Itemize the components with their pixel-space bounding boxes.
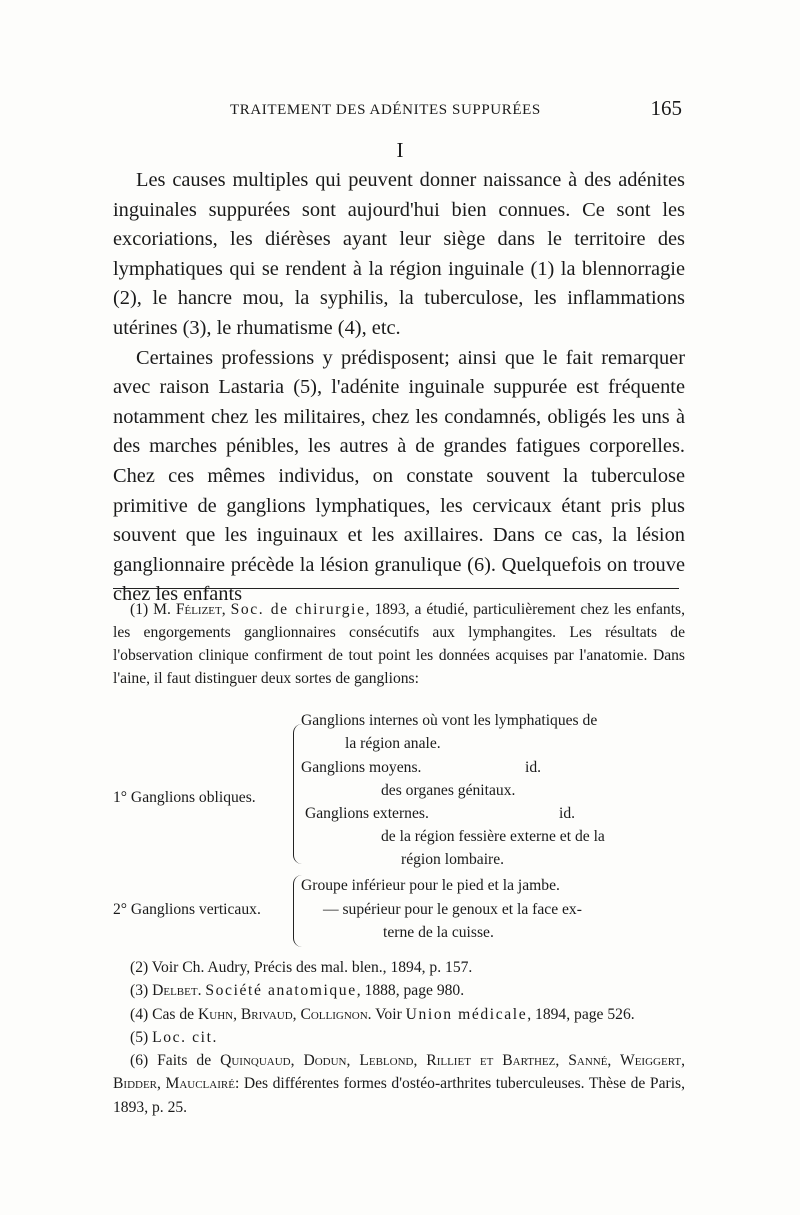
footnote-1-text: , 1893, a étudié, particulièrement chez les enfants, les engorgements ganglionnaires consécutifs aux lymphangites. Les résultats de l'observation clinique confirment de tout point les données acquises par l'anatomie. Dans l'aine, il faut distinguer deux sortes de ganglions: — [113, 601, 685, 687]
main-text — [113, 166, 685, 610]
footnote-3-author: Delbet — [152, 982, 198, 1000]
footnote-4 — [113, 1003, 685, 1026]
running-head — [112, 96, 682, 124]
obliques-row-6: région lombaire. — [401, 851, 505, 868]
footnote-6 — [113, 1049, 685, 1119]
footnote-5-text: Loc. cit. — [152, 1028, 219, 1046]
verticaux-row-2: — supérieur pour le genoux et la face ex- — [323, 901, 582, 918]
footnote-3-pre: (3) — [130, 982, 153, 1000]
footnote-6-post: : Des différentes formes d'ostéo-arthrites tuberculeuses. Thèse de Paris, 1893, p. 25. — [113, 1075, 685, 1116]
label-verticaux: 2° Ganglions verticaux. — [113, 901, 261, 918]
paragraph-2: Certaines professions y prédisposent; ainsi que le fait remarquer avec raison Lastaria (5), l'adénite inguinale suppurée est fréquente notamment chez les militaires, chez les condamnés, obligés les uns à des marches pénibles, les autres à de grandes fatigues corporelles. Chez ces mêmes individus, on constate souvent la tuberculose primitive de ganglions lymphatiques, les cervicaux étant pris plus souvent que les inguinaux et les axillaires. Dans ce cas, la lésion ganglionnaire précède la lésion granulique (6). Quelquefois on trouve chez les enfants — [113, 346, 685, 606]
obliques-row-4-id: id. — [559, 805, 576, 822]
verticaux-row-3: terne de la cuisse. — [383, 924, 494, 941]
obliques-row-2: Ganglions moyens. — [301, 759, 422, 776]
footnote-1-author: Félizet — [175, 601, 222, 618]
obliques-row-3: des organes génitaux. — [381, 782, 516, 799]
obliques-row-5: de la région fessière externe et de la — [381, 828, 605, 845]
brace-obliques — [293, 724, 302, 864]
verticaux-row-1: Groupe inférieur pour le pied et la jambe. — [301, 877, 560, 894]
obliques-row-1a: Ganglions internes où vont les lymphatiques de — [301, 712, 598, 729]
footnote-4-pre: (4) Cas de — [130, 1005, 198, 1023]
footnote-4-journal: Union médicale — [405, 1005, 528, 1023]
footnote-2: (2) Voir Ch. Audry, Précis des mal. blen., 1894, p. 157. — [130, 959, 473, 976]
footnote-3: (3) Delbet. Société anatomique, 1888, page 980. — [130, 982, 465, 1000]
obliques-row-4: Ganglions externes. — [305, 805, 429, 822]
footnotes — [113, 956, 685, 1119]
footnote-6-authors: Quinquaud, Dodun, Leblond, Rilliet et Barthez, Sanné, Weiggert, Bidder, Mauclairé — [113, 1052, 685, 1093]
footnote-5-pre: (5) — [130, 1028, 153, 1046]
footnote-1-journal: Soc. de chirurgie — [230, 601, 366, 618]
obliques-row-2-id: id. — [525, 759, 542, 776]
footnote-3-journal: Société anatomique — [205, 982, 357, 1000]
footnote-separator — [113, 588, 679, 589]
page-number: 165 — [650, 96, 682, 120]
footnote-6-pre: (6) Faits de — [130, 1052, 221, 1070]
footnote-4-authors: Kuhn, Brivaud, Collignon — [198, 1005, 368, 1023]
obliques-row-1b: la région anale. — [345, 735, 441, 752]
label-obliques: 1° Ganglions obliques. — [113, 789, 256, 806]
footnote-4-post: , 1894, page 526. — [527, 1005, 635, 1023]
footnote-3-post: , 1888, page 980. — [356, 982, 465, 1000]
running-head-title: TRAITEMENT DES ADÉNITES SUPPURÉES — [230, 102, 541, 118]
footnote-5 — [113, 1026, 685, 1049]
footnote-1-marker: (1) M. — [130, 601, 171, 618]
paragraph-1: Les causes multiples qui peuvent donner naissance à des adénites inguinales suppurées sont aujourd'hui bien connues. Ce sont les excoriations, les diérèses ayant leur siège dans le territoire des lymphatiques qui se rendent à la région inguinale (1) la blennorragie (2), le hancre mou, la syphilis, la tuberculose, les inflammations utérines (3), le rhumatisme (4), etc. — [113, 169, 685, 339]
section-number: I — [396, 138, 404, 162]
footnote-1: (1) M. Félizet, Soc. de chirurgie, 1893, a étudié, particulièrement chez les enfants, les engorgements ganglionnaires consécutifs aux lymphangites. Les résultats de l'observation clinique confirment de tout point les données acquises par l'anatomie. Dans l'aine, il faut distinguer deux sortes de ganglions: — [113, 601, 685, 687]
footnote-4-mid: . Voir — [367, 1005, 406, 1023]
